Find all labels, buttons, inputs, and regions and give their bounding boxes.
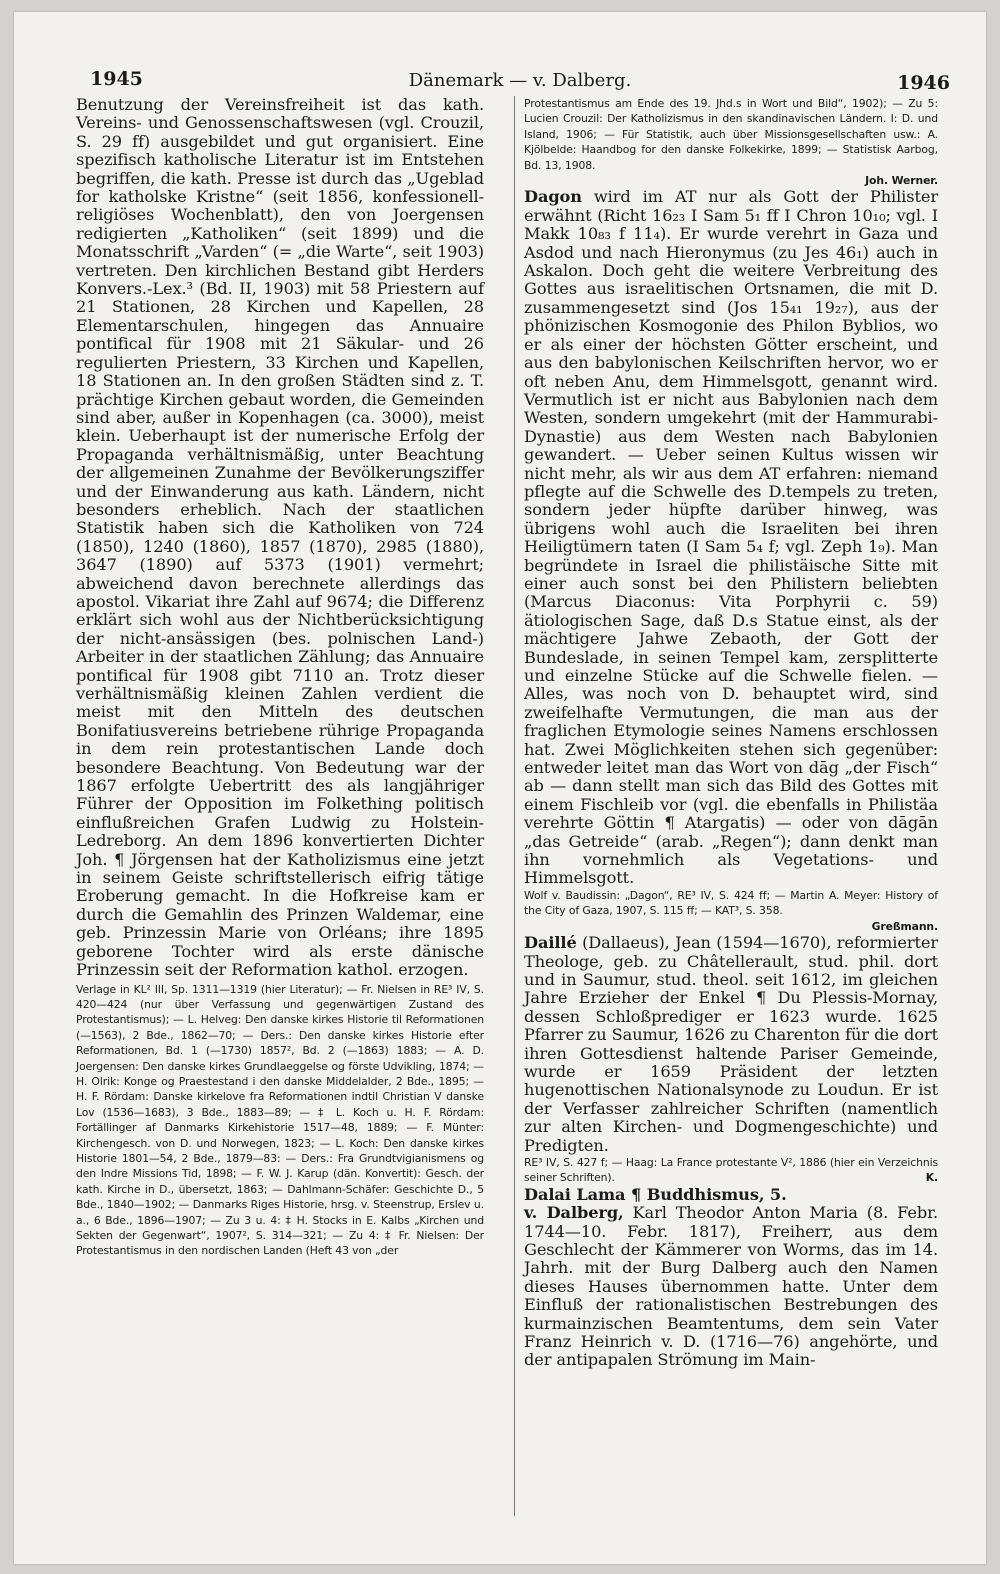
left-column-number: 1945 — [90, 68, 143, 90]
daenemark-article-text: Benutzung der Vereinsfreiheit ist das kath. Vereins- und Genossenschaftswesen (vgl. Crouzil, S. 29 ff) ausgebildet und gut organisiert. Eine spezifisch katholische Literatur ist im Entstehen begriffen, die kath. Presse ist durch das „Ugeblad for katholske Kristne“ (seit 1856, konfessionell-religiöses Wochenblatt), den von Joergensen redigierten „Katholiken“ (seit 1899) und die Monatsschrift „Varden“ (= „die Warte“, seit 1903) vertreten. Den kirchlichen Bestand gibt Herders Konvers.-Lex.³ (Bd. II, 1903) mit 58 Priestern auf 21 Stationen, 28 Kirchen und Kapellen, 28 Elementarschulen, hingegen das Annuaire pontifical für 1908 mit 21 Säkular- und 26 regulierten Priestern, 33 Kirchen und Kapellen, 18 Stationen an. In den großen Städten sind z. T. prächtige Kirchen gebaut worden, die Gemeinden sind aber, außer in Kopenhagen (ca. 3000), meist klein. Ueberhaupt ist der numerische Erfolg der Propaganda verhältnismäßig, unter Beachtung der allgemeinen Zunahme der Bevölkerungsziffer und der Einwanderung aus kath. Ländern, nicht besonders erheblich. Nach der staatlichen Statistik haben sich die Katholiken von 724 (1850), 1240 (1860), 1857 (1870), 2985 (1880), 3647 (1890) auf 5373 (1901) vermehrt; abweichend davon berechnete allerdings das apostol. Vikariat ihre Zahl auf 9674; die Differenz erklärt sich wohl aus der Nichtberücksichtigung der nicht-ansässigen (bes. polnischen Land-) Arbeiter in der staatlichen Zählung; das Annuaire pontifical für 1908 gibt 7110 an. Trotz dieser verhältnismäßig kleinen Zahlen verdient die meist mit den Mitteln des deutschen Bonifatiusvereins betriebene rührige Propaganda in dem rein protestantischen Lande doch besondere Beachtung. Von Bedeutung war der 1867 erfolgte Uebertritt des als langjähriger Führer der Opposition im Folkething politisch einflußreichen Grafen Ludwig zu Holstein-Ledreborg. An dem 1896 konvertierten Dichter Joh. ¶ Jörgensen hat der Katholizismus eine jetzt in seinem Geiste schriftstellerisch eifrig tätige Eroberung gemacht. In die Hofkreise kam er durch die Gemahlin des Prinzen Waldemar, eine geb. Prinzessin Marie von Orléans; ihre 1895 geborene Tochter wird als erste dänische Prinzessin seit der Reformation kathol. erzogen. — [76, 95, 484, 980]
right-column — [524, 96, 938, 1370]
entry-dagon — [524, 188, 938, 887]
lemma-daille: Daillé — [524, 933, 577, 953]
right-column-number: 1946 — [897, 72, 950, 94]
entry-daille — [524, 934, 938, 1155]
dagon-text: wird im AT nur als Gott der Philister erwähnt (Richt 16₂₃ I Sam 5₁ ff I Chron 10₁₀; vgl. I Makk 10₈₃ f 11₄). Er wurde verehrt in Gaza und Asdod und nach Hieronymus (zu Jes 46₁) auch in Askalon. Doch geht die weitere Verbreitung des Gottes aus israelitischen Ortsnamen, die mit D. zusammengesetzt sind (Jos 15₄₁ 19₂₇), aus der phönizischen Kosmogonie des Philon Byblios, wo er als einer der höchsten Götter erscheint, und aus den babylonischen Keilschriften hervor, wo er oft neben Anu, dem Himmelsgott, genannt wird. Vermutlich ist er nicht aus Babylonien nach dem Westen, sondern umgekehrt (mit der Hammurabi-Dynastie) aus dem Westen nach Babylonien gewandert. — Ueber seinen Kultus wissen wir nicht mehr, als wir aus dem AT erfahren: niemand pflegte auf die Schwelle des D.tempels zu treten, sondern jeder hüpfte darüber hinweg, was übrigens wohl auch die Israeliten bei ihren Heiligtümern taten (I Sam 5₄ f; vgl. Zeph 1₉). Man begründete in Israel die philistäische Sitte mit einer auch sonst bei den Philistern beliebten (Marcus Diaconus: Vita Porphyrii c. 59) ätiologischen Sage, daß D.s Statue einst, als der mächtigere Jahwe Zebaoth, der Gott der Bundeslade, in seinen Tempel kam, zersplitterte und einzelne Stücke auf die Schwelle fielen. — Alles, was noch von D. behauptet wird, sind zweifelhafte Vermutungen, die man aus der fraglichen Etymologie seines Namens erschlossen hat. Zwei Möglichkeiten stehen sich gegenüber: entweder leitet man das Wort von dāg „der Fisch“ ab — dann stellt man sich das Bild des Gottes mit einem Fischleib vor (vgl. die ebenfalls in Philistäa verehrte Göttin ¶ Atargatis) — oder von dāgān „das Getreide“ (arab. „Regen“); dann denkt man ihn vornehmlich als Vegetations- und Himmelsgott. — [524, 187, 938, 888]
lemma-dalberg: v. Dalberg, — [524, 1203, 624, 1223]
entry-dalai-lama: Dalai Lama ¶ Buddhismus, 5. — [524, 1184, 787, 1204]
lemma-dagon: Dagon — [524, 187, 582, 207]
daille-bib-text: RE³ IV, S. 427 f; — Haag: La France protestante V², 1886 (hier ein Verzeichnis seiner Schriften). — [524, 1155, 938, 1185]
author-signature-gressmann: Greßmann. — [871, 919, 938, 933]
dagon-bibliography: Wolf v. Baudissin: „Dagon“, RE³ IV, S. 424 ff; — Martin A. Meyer: History of the City of Gaza, 1907, S. 115 ff; — KAT³, S. 358. — [524, 888, 938, 918]
left-column — [76, 96, 484, 1259]
column-divider — [514, 96, 515, 1516]
dalberg-text: Karl Theodor Anton Maria (8. Febr. 1744—10. Febr. 1817), Freiherr, aus dem Geschlecht der Kämmerer von Worms, das im 14. Jahrh. mit der Burg Dalberg auch den Namen dieses Hauses übernommen hatte. Unter dem Einfluß der rationalistischen Bestrebungen des kurmainzischen Beamtentums, dem sein Vater Franz Heinrich v. D. (1716—76) angehörte, und der antipapalen Strömung im Main- — [524, 1203, 938, 1370]
daille-bibliography — [524, 1155, 938, 1186]
running-title: Dänemark — v. Dalberg. — [408, 70, 632, 91]
daenemark-bibliography: Verlage in KL² III, Sp. 1311—1319 (hier Literatur); — Fr. Nielsen in RE³ IV, S. 420—424 (nur über Verfassung und gegenwärtigen Zustand des Protestantismus); — L. Helveg: Den danske kirkes Historie til Reformationen (—1563), 2 Bde., 1862—70; — Ders.: Den danske kirkes Historie efter Reformationen, Bd. 1 (—1730) 1857², Bd. 2 (—1863) 1883; — A. D. Joergensen: Den danske kirkes Grundlaeggelse og förste Udvikling, 1874; — H. Olrik: Konge og Praestestand i den danske Middelalder, 2 Bde., 1895; — H. F. Rördam: Danske kirkelove fra Reformationen indtil Christian V danske Lov (1536—1683), 3 Bde., 1883—89; — ‡ L. Koch u. H. F. Rördam: Fortällinger af Danmarks Kirkehistorie 1517—48, 1889; — F. Münter: Kirchengesch. von D. und Norwegen, 1823; — L. Koch: Den danske kirkes Historie 1801—54, 2 Bde., 1879—83: — Ders.: Fra Grundtvigianismens og den Indre Missions Tid, 1898; — F. W. J. Karup (dän. Konvertit): Gesch. der kath. Kirche in D., übersetzt, 1863; — Dahlmann-Schäfer: Geschichte D., 5 Bde., 1840—1902; — Danmarks Riges Historie, hrsg. v. Steenstrup, Erslev u. a., 6 Bde., 1896—1907; — Zu 3 u. 4: ‡ H. Stocks in E. Kalbs „Kirchen und Sekten der Gegenwart“, 1907², S. 314—321; — Zu 4: ‡ Fr. Nielsen: Der Protestantismus in den nordischen Landen (Heft 43 von „der — [76, 982, 484, 1258]
entry-dalberg — [524, 1204, 938, 1370]
author-signature-werner: Joh. Werner. — [865, 174, 938, 188]
author-signature-k: K. — [925, 1171, 938, 1185]
daille-text: (Dallaeus), Jean (1594—1670), reformierter Theologe, geb. zu Châtellerault, stud. phil. dort und in Saumur, stud. theol. seit 1612, im gleichen Jahre Erzieher der Enkel ¶ Du Plessis-Mornay, dessen Schloßprediger er 1623 wurde. 1625 Pfarrer zu Saumur, 1626 zu Charenton für die dort ihren Gottesdienst haltende Pariser Gemeinde, wurde er 1659 Präsident der letzten hugenottischen Nationalsynode zu Loudun. Er ist der Verfasser zahlreicher Schriften (namentlich zur alten Kirchen- und Dogmengeschichte) und Predigten. — [524, 933, 939, 1155]
daenemark-bibliography-continued: Protestantismus am Ende des 19. Jhd.s in Wort und Bild“, 1902); — Zu 5: Lucien Crouzil: Der Katholizismus in den skandinavischen Ländern. I: D. und Island, 1906; — Für Statistik, auch über Missionsgesellschaften usw.: A. Kjölbelde: Haandbog for den danske Folkekirke, 1899; — Statistisk Aarbog, Bd. 13, 1908. — [524, 97, 938, 172]
